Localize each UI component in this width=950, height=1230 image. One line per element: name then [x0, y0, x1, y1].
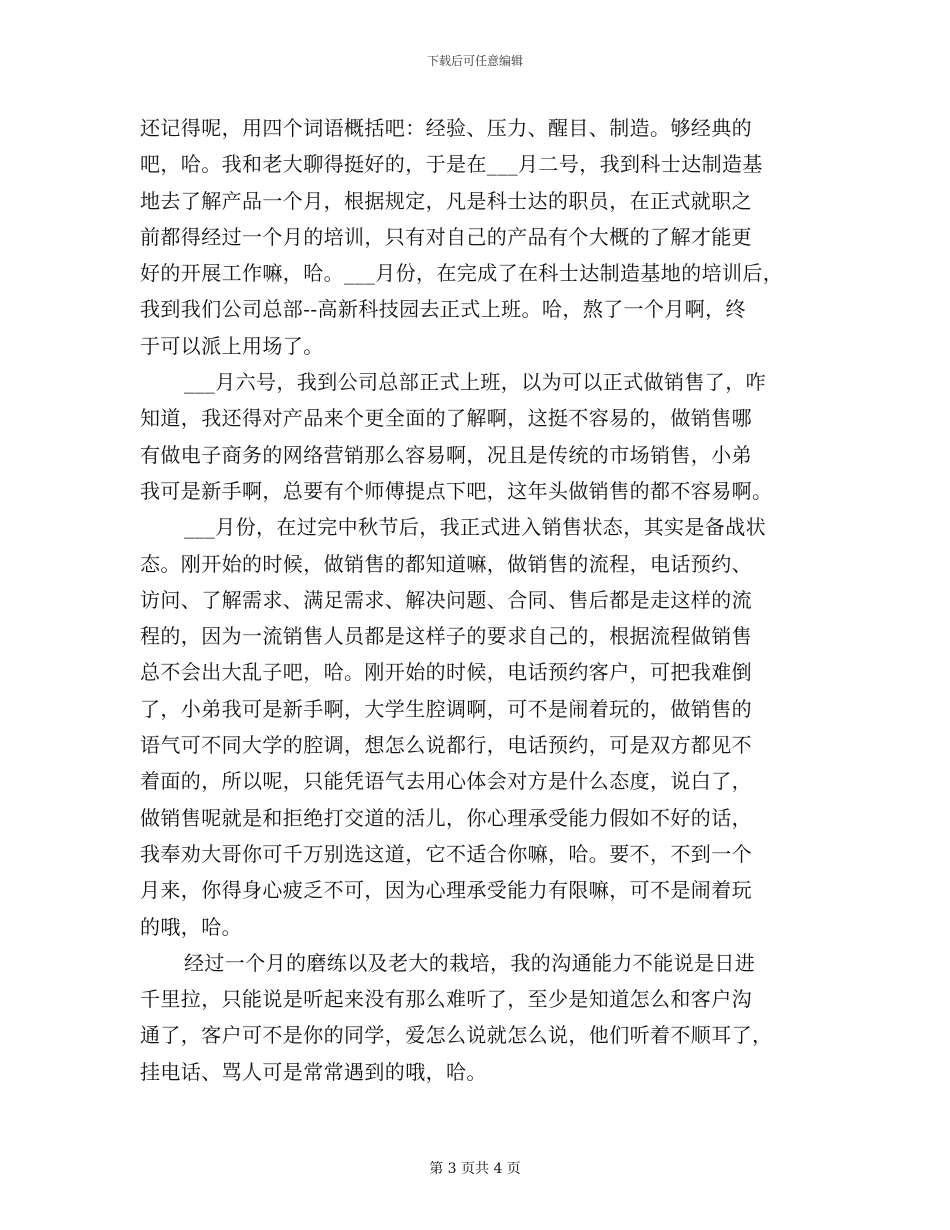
- text-line: 还记得呢，用四个词语概括吧：经验、压力、醒目、制造。够经典的: [140, 116, 752, 140]
- text-line: 前都得经过一个月的培训，只有对自己的产品有个大概的了解才能更: [140, 224, 752, 249]
- paragraph: [140, 945, 815, 1090]
- text-line: 经过一个月的磨练以及老大的栽培，我的沟通能力不能说是日进: [184, 950, 756, 975]
- text-line: 月来，你得身心疲乏不可，因为心理承受能力有限嘛，可不是闹着玩: [140, 878, 752, 903]
- text-line: ___月份，在过完中秋节后，我正式进入销售状态，其实是备战状: [184, 515, 766, 540]
- text-line: 了，小弟我可是新手啊，大学生腔调啊，可不是闹着玩的，做销售的: [140, 696, 752, 721]
- paragraph: [140, 364, 815, 509]
- text-line: 有做电子商务的网络营销那么容易啊，况且是传统的市场销售，小弟: [140, 442, 752, 467]
- text-line: 访问、了解需求、满足需求、解决问题、合同、售后都是走这样的流: [140, 587, 752, 612]
- page-header: 下载后可任意编辑: [426, 54, 523, 68]
- paragraph: [140, 509, 815, 945]
- text-line: ___月六号，我到公司总部正式上班，以为可以正式做销售了，咋: [184, 370, 766, 395]
- text-line: 着面的，所以呢，只能凭语气去用心体会对方是什么态度，说白了，: [140, 769, 752, 794]
- text-line: 程的，因为一流销售人员都是这样子的要求自己的，根据流程做销售: [140, 624, 752, 649]
- text-line: 好的开展工作嘛，哈。___月份，在完成了在科士达制造基地的培训后，: [140, 261, 784, 286]
- text-line: 我可是新手啊，总要有个师傅提点下吧，这年头做销售的都不容易啊。: [140, 478, 773, 503]
- text-line: 我奉劝大哥你可千万别选这道，它不适合你嘛，哈。要不，不到一个: [140, 841, 752, 866]
- text-line: 通了，客户可不是你的同学，爱怎么说就怎么说，他们听着不顺耳了，: [140, 1023, 773, 1048]
- document-body: [140, 110, 815, 1090]
- text-line: 地去了解产品一个月，根据规定，凡是科士达的职员，在正式就职之: [140, 188, 752, 213]
- page-footer: 第 3 页共 4 页: [429, 1161, 521, 1177]
- text-line: 挂电话、骂人可是常常遇到的哦，哈。: [140, 1059, 487, 1084]
- text-line: 我到我们公司总部--高新科技园去正式上班。哈，熬了一个月啊，终: [140, 297, 746, 322]
- text-line: 态。刚开始的时候，做销售的都知道嘛，做销售的流程，电话预约、: [140, 551, 752, 576]
- text-line: 做销售呢就是和拒绝打交道的活儿，你心理承受能力假如不好的话，: [140, 805, 752, 830]
- text-line: 吧，哈。我和老大聊得挺好的，于是在___月二号，我到科士达制造基: [140, 152, 763, 177]
- text-line: 于可以派上用场了。: [140, 333, 324, 358]
- text-line: 千里拉，只能说是听起来没有那么难听了，至少是知道怎么和客户沟: [140, 987, 752, 1012]
- text-line: 语气可不同大学的腔调，想怎么说都行，电话预约，可是双方都见不: [140, 733, 752, 758]
- text-line: 知道，我还得对产品来个更全面的了解啊，这挺不容易的，做销售哪: [140, 406, 752, 431]
- text-line: 的哦，哈。: [140, 914, 242, 939]
- text-line: 总不会出大乱子吧，哈。刚开始的时候，电话预约客户，可把我难倒: [140, 660, 752, 685]
- paragraph: [140, 110, 815, 364]
